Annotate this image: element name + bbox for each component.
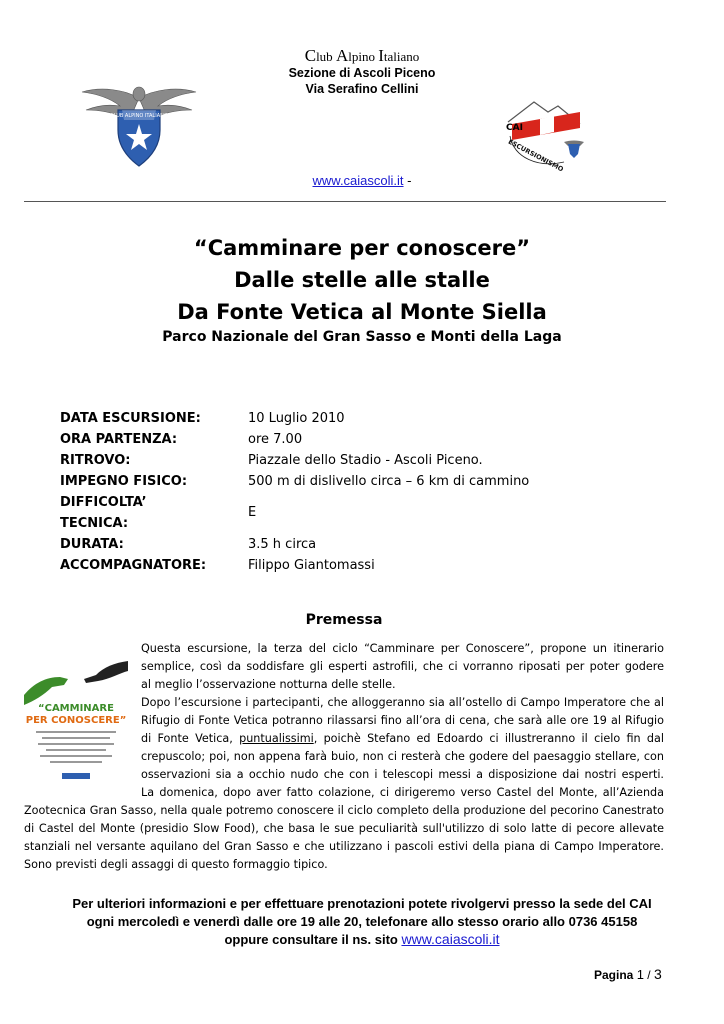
address: Via Serafino Cellini [305,82,419,96]
value-difficolta: E [248,505,257,520]
para-line: Sono previsti degli assaggi di questo formaggio tipico. [24,858,328,871]
section-name: Sezione di Ascoli Piceno [288,66,436,80]
value-ora: ore 7.00 [248,432,303,447]
premessa-heading: Premessa [305,612,383,628]
page-number: Pagina 1 / 3 [594,966,662,982]
title-line-3: Da Fonte Vetica al Monte Siella [177,300,547,324]
value-data: 10 Luglio 2010 [248,411,345,426]
para-line: La domenica, dopo aver fatto colazione, ci dirigeremo verso Castel del Monte, all’Azienda [141,786,664,799]
para-line: stanziali nel versante aquilano del Gran Sasso e che utilizzano i pascoli estivi della piana di Campo Imperatore. [24,840,664,853]
website-link[interactable]: www.caiascoli.it [312,173,404,188]
label-data: DATA ESCURSIONE: [60,411,201,426]
label-tecnica: TECNICA: [60,516,129,531]
website-line: www.caiascoli.it - [312,173,412,188]
footer-line-1: Per ulteriori informazioni e per effettuare prenotazioni potete rivolgervi presso la sede del CAI [72,896,652,911]
subtitle: Parco Nazionale del Gran Sasso e Monti della Laga [162,329,562,345]
poster-title-2: PER CONOSCERE” [25,715,127,726]
label-difficolta: DIFFICOLTA’ [60,495,147,510]
premessa-paragraph-2 [24,802,664,874]
para-line: Rifugio di Fonte Vetica potranno rilassarsi fino all’ora di cena, che sarà alle ore 19 al Rifugio [141,714,664,727]
para-line: al meglio l’osservazione notturna delle stelle. [141,678,396,691]
para-line: di Fonte Vetica, puntualissimi, poichè Stefano ed Edoardo ci illustreranno il cielo fin dal [141,732,664,745]
footer-website-link[interactable]: www.caiascoli.it [401,931,500,947]
camminare-poster-image [24,655,128,785]
para-line: Dopo l’escursione i partecipanti, che alloggeranno sia all’ostello di Campo Imperatore che al [141,696,664,709]
title-line-1: “Camminare per conoscere” [193,236,531,260]
premessa-paragraph-cont [141,784,664,802]
premessa-paragraph [141,640,664,784]
label-ora: ORA PARTENZA: [60,432,178,447]
label-accompagnatore: ACCOMPAGNATORE: [60,558,207,573]
logo-left-text: CLUB ALPINO ITALIANO [110,113,168,119]
value-impegno: 500 m di dislivello circa – 6 km di cammino [248,474,530,489]
para-line: semplice, così da soddisfare gli esperti astrofili, che ci vorranno riposati per poter godere [141,660,664,673]
poster-title-1: “CAMMINARE [38,703,114,714]
label-durata: DURATA: [60,537,124,552]
label-impegno: IMPEGNO FISICO: [60,474,188,489]
value-ritrovo: Piazzale dello Stadio - Ascoli Piceno. [248,453,483,468]
puntualissimi-word: puntualissimi [239,732,314,745]
footer-line-2: ogni mercoledì e venerdì dalle ore 19 alle 20, telefonare allo stesso orario allo 0736 45158 [86,914,638,929]
footer-line-3: oppure consultare il ns. sito www.caiascoli.it [224,931,500,947]
value-durata: 3.5 h circa [248,537,317,552]
para-line: osservazioni sia a occhio nudo che con i telescopi messi a disposizione dai nostri esperti. [141,768,664,781]
para-line: crepuscolo; poi, non appena farà buio, non ci resterà che godere del paesaggio stellare, con [141,750,664,763]
logo-right-bottom: ESCURSIONISMO [506,137,565,174]
para-line: di Castel del Monte (presidio Slow Food), che basa le sue peculiarità sull'utilizzo di solo latte di pecore allevate [24,822,664,835]
logo-right-top: CAI [506,123,523,133]
header-divider [24,201,666,202]
value-accompagnatore: Filippo Giantomassi [248,558,375,573]
label-ritrovo: RITROVO: [60,453,131,468]
title-line-2: Dalle stelle alle stalle [234,268,490,292]
cai-escursionismo-logo [498,96,592,174]
para-line: Questa escursione, la terza del ciclo “Camminare per Conoscere”, propone un itinerario [141,642,664,655]
para-line: Zootecnica Gran Sasso, nella quale potremo conoscere il ciclo completo della produzione del pecorino Canestrato [24,804,664,817]
club-name: Club Alpino Italiano [304,46,420,65]
